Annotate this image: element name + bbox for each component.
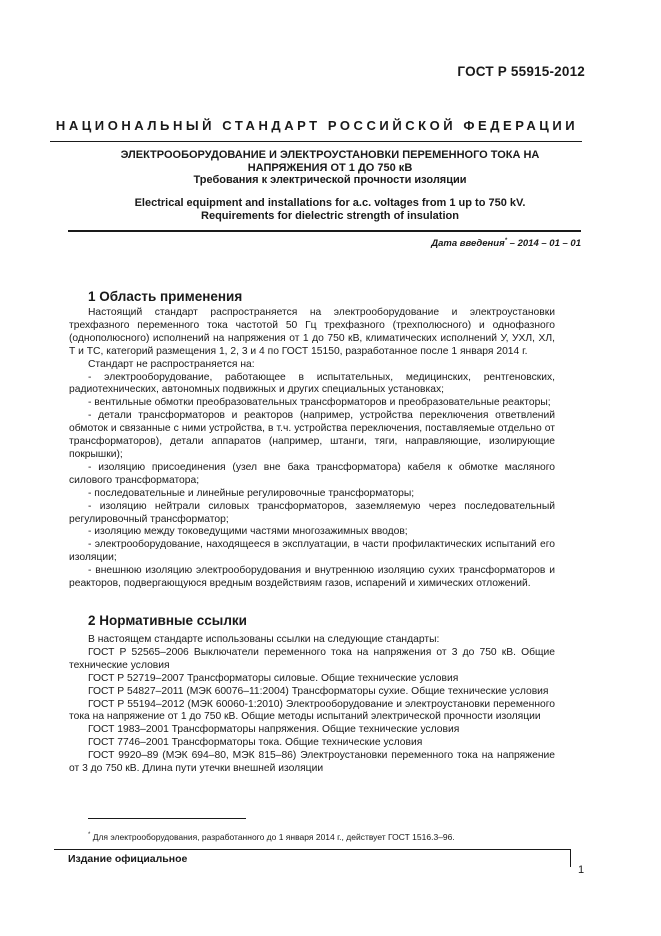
standard-code: ГОСТ Р 55915-2012 (457, 64, 585, 79)
exclusion-item: - детали трансформаторов и реакторов (например, устройства переключения ответвлений обмоток и связанные с ними устройства, в т.ч. устройства переключения, поставляемые отдельно от трансформаторов), детали аппаратов (например, штанги, тяги, направляющие, изолирующие покрышки); (69, 410, 555, 460)
section-1-body (69, 307, 555, 591)
footnote-rule (88, 818, 246, 819)
national-standard-heading: НАЦИОНАЛЬНЫЙ СТАНДАРТ РОССИЙСКОЙ ФЕДЕРАЦИИ (55, 118, 579, 133)
section-2-body (69, 634, 555, 776)
exclusion-item: - вентильные обмотки преобразовательных трансформаторов и преобразовательные реакторы; (88, 397, 551, 409)
date-value: – 2014 – 01 – 01 (507, 238, 581, 250)
title-ru-line2: НАПРЯЖЕНИЯ ОТ 1 ДО 750 кВ (247, 161, 413, 174)
footnote-text: Для электрооборудования, разработанного до 1 января 2014 г., действует ГОСТ 1516.3–96. (90, 832, 455, 842)
section-2-heading: 2 Нормативные ссылки (88, 613, 247, 628)
reference-item: ГОСТ 7746–2001 Трансформаторы тока. Общие технические условия (88, 737, 423, 749)
exclusion-item: - внешнюю изоляцию электрооборудования и внутреннюю изоляцию сухих трансформаторов и реакторов, подвергающуюся вредным воздействиям газов, испарений и химических отложений. (69, 565, 555, 590)
footer-rule (54, 849, 571, 850)
references-intro: В настоящем стандарте использованы ссылки на следующие стандарты: (88, 634, 440, 645)
top-rule (50, 141, 582, 142)
reference-item: ГОСТ Р 52565–2006 Выключатели переменного тока на напряжения от 3 до 750 кВ. Общие технические условия (69, 646, 555, 671)
scope-exclusion-intro: Стандарт не распространяется на: (88, 358, 255, 370)
title-rule (68, 230, 581, 232)
title-en-line2: Requirements for dielectric strength of insulation (201, 209, 459, 222)
title-en-line1: Electrical equipment and installations for a.c. voltages from 1 up to 750 kV. (134, 197, 526, 209)
date-footnote-marker: * (504, 238, 508, 244)
reference-item: ГОСТ 9920–89 (МЭК 694–80, МЭК 815–86) Электроустановки переменного тока на напряжение от 3 до 750 кВ. Длина пути утечки внешней изоляции (69, 750, 555, 775)
introduction-date (431, 238, 581, 249)
footnote-marker: * (88, 832, 91, 839)
exclusion-item: - электрооборудование, находящееся в эксплуатации, в части профилактических испытаний его изоляции; (69, 539, 555, 564)
page-number: 1 (578, 864, 585, 876)
exclusion-item: - изоляцию между токоведущими частями многозажимных вводов; (88, 526, 408, 538)
exclusion-item: - электрооборудование, работающее в испытательных, медицинских, рентгеновских, радиотехнических, автономных подвижных и других специальных установках; (69, 371, 555, 396)
exclusion-item: - изоляцию присоединения (узел вне бака трансформатора) кабеля к обмотке масляного силового трансформатора; (69, 461, 555, 486)
title-russian (80, 149, 580, 187)
reference-item: ГОСТ Р 54827–2011 (МЭК 60076–11:2004) Трансформаторы сухие. Общие технические условия (88, 685, 549, 697)
footnote (88, 832, 455, 842)
reference-item: ГОСТ 1983–2001 Трансформаторы напряжения. Общие технические условия (88, 724, 460, 736)
official-edition-label: Издание официальное (68, 853, 188, 865)
title-ru-line1: ЭЛЕКТРООБОРУДОВАНИЕ И ЭЛЕКТРОУСТАНОВКИ ПЕРЕМЕННОГО ТОКА НА (120, 149, 540, 161)
section-1-heading: 1 Область применения (88, 289, 243, 304)
date-label: Дата введения (431, 238, 505, 250)
scope-paragraph: Настоящий стандарт распространяется на электрооборудование и электроустановки трехфазного переменного тока частотой 50 Гц трехфазного (трехполюсного) и однофазного (однополюсного) исполнений на напряжения от 1 до 750 кВ, климатических исполнений У, УХЛ, ХЛ, Т и ТС, категорий размещения 1, 2, 3 и 4 по ГОСТ 15150, разработанное после 1 января 2014 г. (69, 307, 555, 357)
title-ru-line3: Требования к электрической прочности изоляции (193, 174, 467, 186)
exclusion-item: - последовательные и линейные регулировочные трансформаторы; (88, 487, 415, 499)
footer-divider (570, 849, 571, 867)
reference-item: ГОСТ Р 52719–2007 Трансформаторы силовые. Общие технические условия (88, 672, 459, 684)
exclusion-item: - изоляцию нейтрали силовых трансформаторов, заземляемую через последовательный регулировочный трансформатор; (69, 500, 555, 525)
reference-item: ГОСТ Р 55194–2012 (МЭК 60060-1:2010) Электрооборудование и электроустановки переменного тока на напряжение от 1 до 750 кВ. Общие методы испытаний электрической прочности изоляции (69, 698, 555, 723)
title-english (80, 197, 580, 223)
